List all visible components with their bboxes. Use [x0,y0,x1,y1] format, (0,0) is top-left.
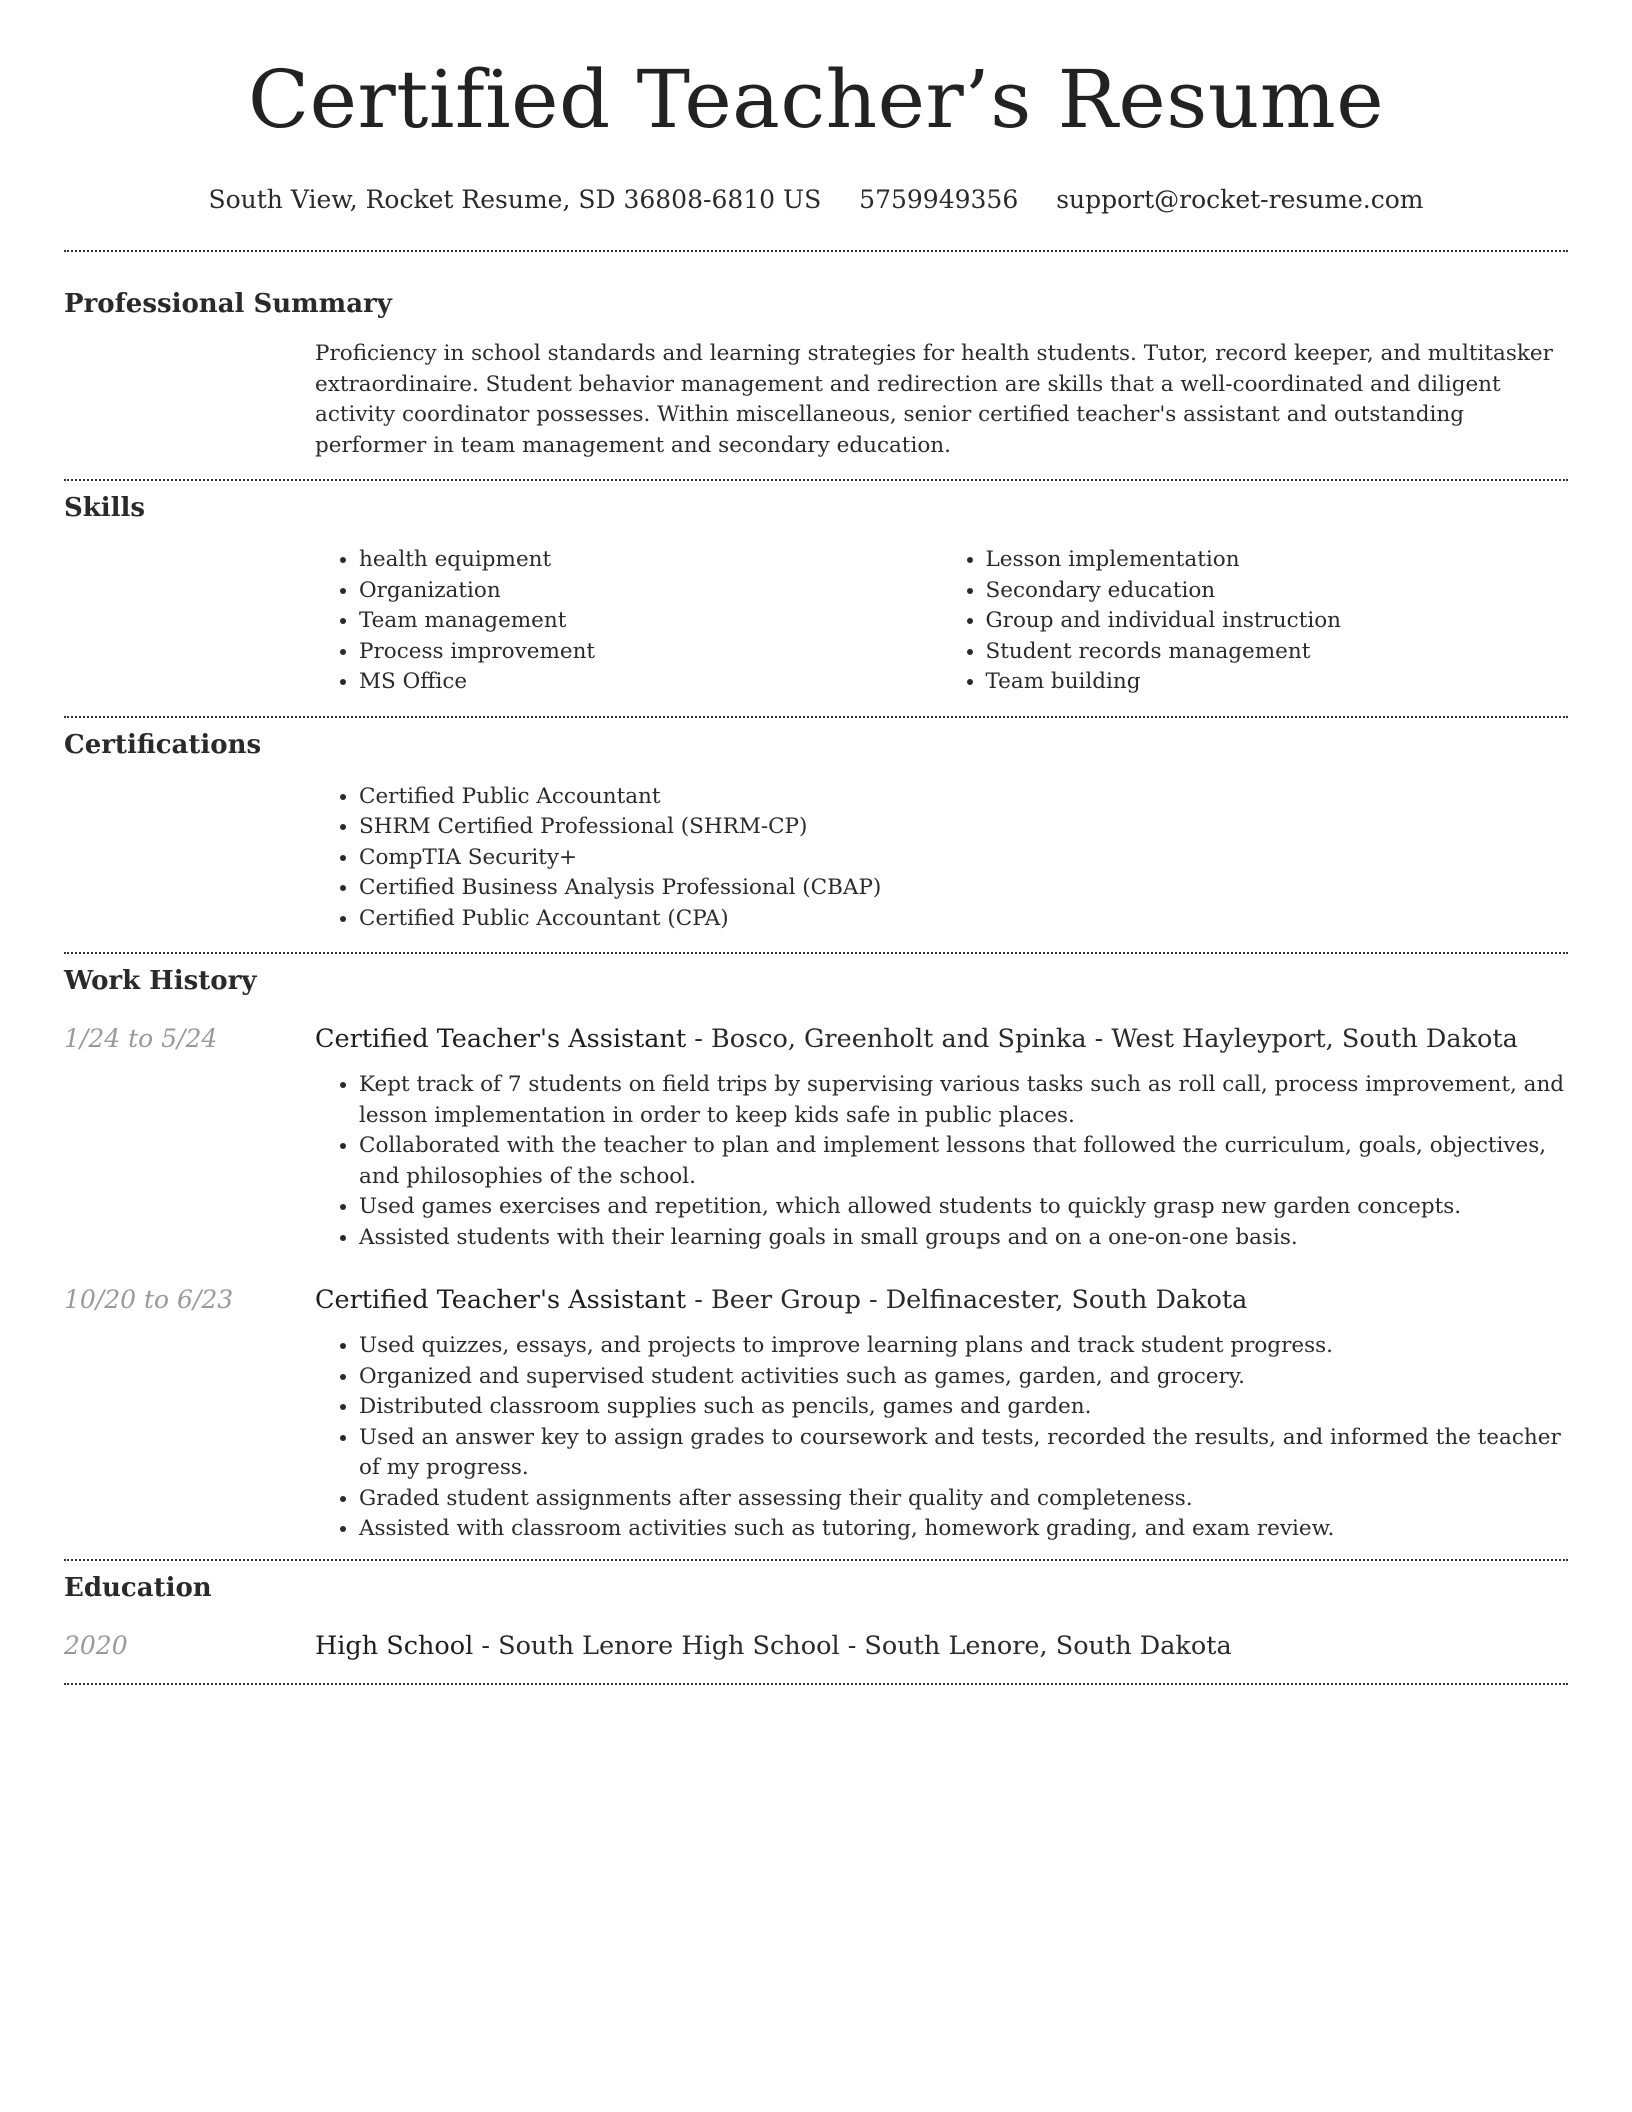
skill-item: • health equipment [359,545,942,576]
summary-text: Proficiency in school standards and learning strategies for health students. Tutor, record keeper, and multitasker extraordinaire. Student behavior management and redirection are skills that a well-coordinated and diligent activity coordinator possesses. Within miscellaneous, senior certified teacher's assistant and outstanding performer in team management and secondary education. [315,341,1553,458]
job-dates: 10/20 to 6/23 [64,1285,234,1314]
job-dates: 1/24 to 5/24 [64,1024,218,1053]
work-history-section [64,954,1568,1559]
work-history-heading: Work History [64,966,257,996]
skills-heading: Skills [64,493,146,523]
job-role: Certified Teacher's Assistant [315,1024,687,1054]
education-entry [64,1629,1568,1663]
job-details: - Bosco, Greenholt and Spinka - West Hayleyport, South Dakota [686,1024,1518,1054]
job-entry [64,1283,1568,1545]
resume-title: Certified Teacher’s Resume [247,53,1385,146]
skill-item: • Secondary education [986,576,1569,607]
job-heading [315,1283,1568,1317]
section-divider [64,1683,1568,1685]
education-details: - South Lenore High School - South Lenore, South Dakota [473,1630,1232,1661]
certifications-list [315,782,1568,935]
certification-item: • Certified Public Accountant [359,782,1568,813]
job-bullet: • Used games exercises and repetition, which allowed students to quickly grasp new garden concepts. [359,1192,1568,1223]
education-heading-line [315,1629,1568,1663]
certification-item: • SHRM Certified Professional (SHRM-CP) [359,812,1568,843]
skill-item: • Lesson implementation [986,545,1569,576]
skills-list-left [315,545,942,698]
certification-item: • Certified Business Analysis Professional (CBAP) [359,873,1568,904]
skill-item: • Team management [359,606,942,637]
job-bullet: • Collaborated with the teacher to plan and implement lessons that followed the curriculum, goals, objectives, and philosophies of the school. [359,1131,1568,1192]
skill-item: • Group and individual instruction [986,606,1569,637]
job-bullet: • Assisted students with their learning goals in small groups and on a one-on-one basis. [359,1223,1568,1254]
contact-email: support@rocket-resume.com [1056,185,1424,214]
skill-item: • MS Office [359,667,942,698]
certifications-section [64,718,1568,953]
skill-item: • Team building [986,667,1569,698]
skills-list-right [942,545,1569,698]
education-year: 2020 [64,1630,128,1660]
skill-item: • Student records management [986,637,1569,668]
education-section [64,1561,1568,1683]
job-bullet: • Graded student assignments after assessing their quality and completeness. [359,1484,1568,1515]
job-bullet: • Distributed classroom supplies such as pencils, games and garden. [359,1392,1568,1423]
job-role: Certified Teacher's Assistant [315,1285,687,1315]
contact-phone: 5759949356 [859,185,1019,214]
job-heading [315,1022,1568,1056]
job-bullet: • Used an answer key to assign grades to coursework and tests, recorded the results, and informed the teacher of my progress. [359,1423,1568,1484]
job-bullets [315,1070,1568,1253]
summary-heading: Professional Summary [64,289,392,319]
job-bullet: • Kept track of 7 students on field trips by supervising various tasks such as roll call, process improvement, and lesson implementation in order to keep kids safe in public places. [359,1070,1568,1131]
job-bullet: • Assisted with classroom activities such as tutoring, homework grading, and exam review. [359,1514,1568,1545]
job-entry [64,1022,1568,1253]
skills-section [64,481,1568,716]
job-bullets [315,1331,1568,1545]
summary-section [64,252,1568,479]
skill-item: • Organization [359,576,942,607]
contact-address: South View, Rocket Resume, SD 36808-6810 US [208,185,822,214]
certifications-heading: Certifications [64,729,262,760]
job-bullet: • Organized and supervised student activities such as games, garden, and grocery. [359,1362,1568,1393]
contact-line [64,184,1568,216]
job-details: - Beer Group - Delfinacester, South Dakota [686,1285,1248,1315]
education-degree: High School [315,1630,474,1661]
certification-item: • Certified Public Accountant (CPA) [359,904,1568,935]
certification-item: • CompTIA Security+ [359,843,1568,874]
skill-item: • Process improvement [359,637,942,668]
resume-page [64,0,1568,1685]
education-heading: Education [64,1572,212,1603]
job-bullet: • Used quizzes, essays, and projects to improve learning plans and track student progress. [359,1331,1568,1362]
